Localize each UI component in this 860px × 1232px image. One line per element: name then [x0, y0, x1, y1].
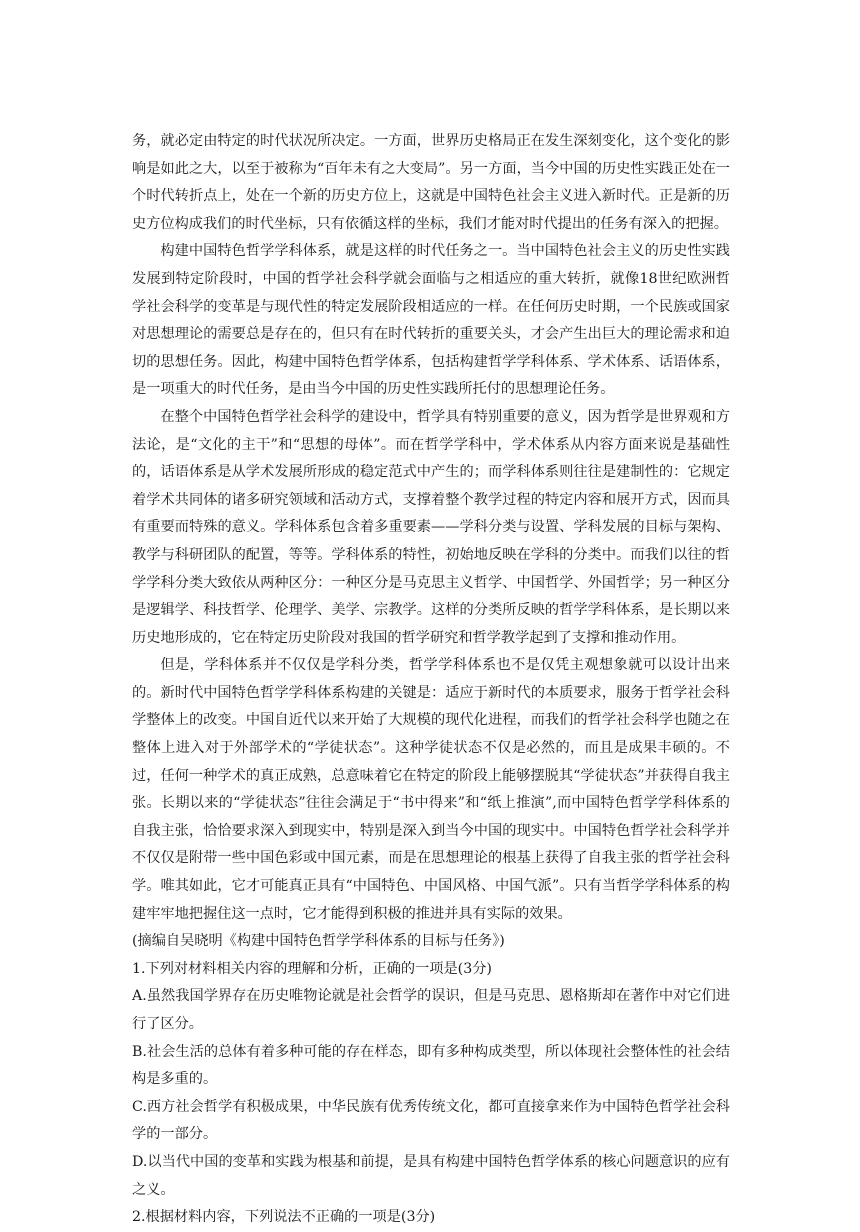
paragraph-3: 在整个中国特色哲学社会科学的建设中，哲学具有特别重要的意义，因为哲学是世界观和方法论，是“文化的主干”和“思想的母体”。而在哲学学科中，学术体系从内容方面来说是基础性的，话语体系是从学术发展所形成的稳定范式中产生的；而学科体系则往往是建制性的：它规定着学术共同体的诸多研究领域和活动方式，支撑着整个教学过程的特定内容和展开方式，因而具有重要而特殊的意义。学科体系包含着多重要素——学科分类与设置、学科发展的目标与架构、教学与科研团队的配置，等等。学科体系的特性，初始地反映在学科的分类中。而我们以往的哲学学科分类大致依从两种区分：一种区分是马克思主义哲学、中国哲学、外国哲学；另一种区分是逻辑学、科技哲学、伦理学、美学、宗教学。这样的分类所反映的哲学学科体系，是长期以来历史地形成的，它在特定历史阶段对我国的哲学研究和哲学教学起到了支撑和推动作用。	[132, 408, 730, 646]
paragraph-2: 构建中国特色哲学学科体系，就是这样的时代任务之一。当中国特色社会主义的历史性实践发展到特定阶段时，中国的哲学社会科学就会面临与之相适应的重大转折，就像18世纪欧洲哲学社会科学的变革是与现代性的特定发展阶段相适应的一样。在任何历史时期，一个民族或国家对思想理论的需要总是存在的，但只有在时代转折的重要关头，才会产生出巨大的理论需求和迫切的思想任务。因此，构建中国特色哲学体系，包括构建哲学学科体系、学术体系、话语体系，是一项重大的时代任务，是由当今中国的历史性实践所托付的思想理论任务。	[132, 243, 730, 398]
question-1-option-d: D.以当代中国的变革和实践为根基和前提，是具有构建中国特色哲学体系的核心问题意识的应有之义。	[132, 1153, 730, 1198]
question-1-stem: 1.下列对材料相关内容的理解和分析，正确的一项是(3分)	[132, 960, 492, 977]
question-1-option-a: A.虽然我国学界存在历史唯物论就是社会哲学的误识，但是马克思、恩格斯却在著作中对它们进行了区分。	[132, 988, 730, 1032]
paragraph-continuation: 务，就必定由特定的时代状况所决定。一方面，世界历史格局正在发生深刻变化，这个变化的影响是如此之大，以至于被称为“百年未有之大变局”。另一方面，当今中国的历史性实践正处在一个时代转折点上，处在一个新的历史方位上，这就是中国特色社会主义进入新时代。正是新的历史方位构成我们的时代坐标，只有依循这样的坐标，我们才能对时代提出的任务有深入的把握。	[132, 133, 730, 232]
question-1-option-b: B.社会生活的总体有着多种可能的存在样态，即有多种构成类型，所以体现社会整体性的社会结构是多重的。	[132, 1043, 730, 1088]
paragraph-4: 但是，学科体系并不仅仅是学科分类，哲学学科体系也不是仅凭主观想象就可以设计出来的。新时代中国特色哲学学科体系构建的关键是：适应于新时代的本质要求，服务于哲学社会科学整体上的改变。中国自近代以来开始了大规模的现代化进程，而我们的哲学社会科学也随之在整体上进入对于外部学术的“学徒状态”。这种学徒状态不仅是必然的，而且是成果丰硕的。不过，任何一种学术的真正成熟，总意味着它在特定的阶段上能够摆脱其“学徒状态”并获得自我主张。长期以来的“学徒状态”往往会满足于“书中得来”和“纸上推演”,而中国特色哲学学科体系的自我主张，恰恰要求深入到现实中，特别是深入到当今中国的现实中。中国特色哲学社会科学并不仅仅是附带一些中国色彩或中国元素，而是在思想理论的根基上获得了自我主张的哲学社会科学。唯其如此，它才可能真正具有“中国特色、中国风格、中国气派”。只有当哲学学科体系的构建牢牢地把握住这一点时，它才能得到积极的推进并具有实际的效果。	[132, 657, 730, 922]
question-1-option-c: C.西方社会哲学有积极成果，中华民族有优秀传统文化，都可直接拿来作为中国特色哲学社会科学的一部分。	[132, 1098, 730, 1143]
source-citation: (摘编自吴晓明《构建中国特色哲学学科体系的目标与任务》)	[132, 933, 505, 950]
question-2-stem: 2.根据材料内容，下列说法不正确的一项是(3分)	[132, 1209, 436, 1226]
document-page	[132, 128, 730, 1232]
